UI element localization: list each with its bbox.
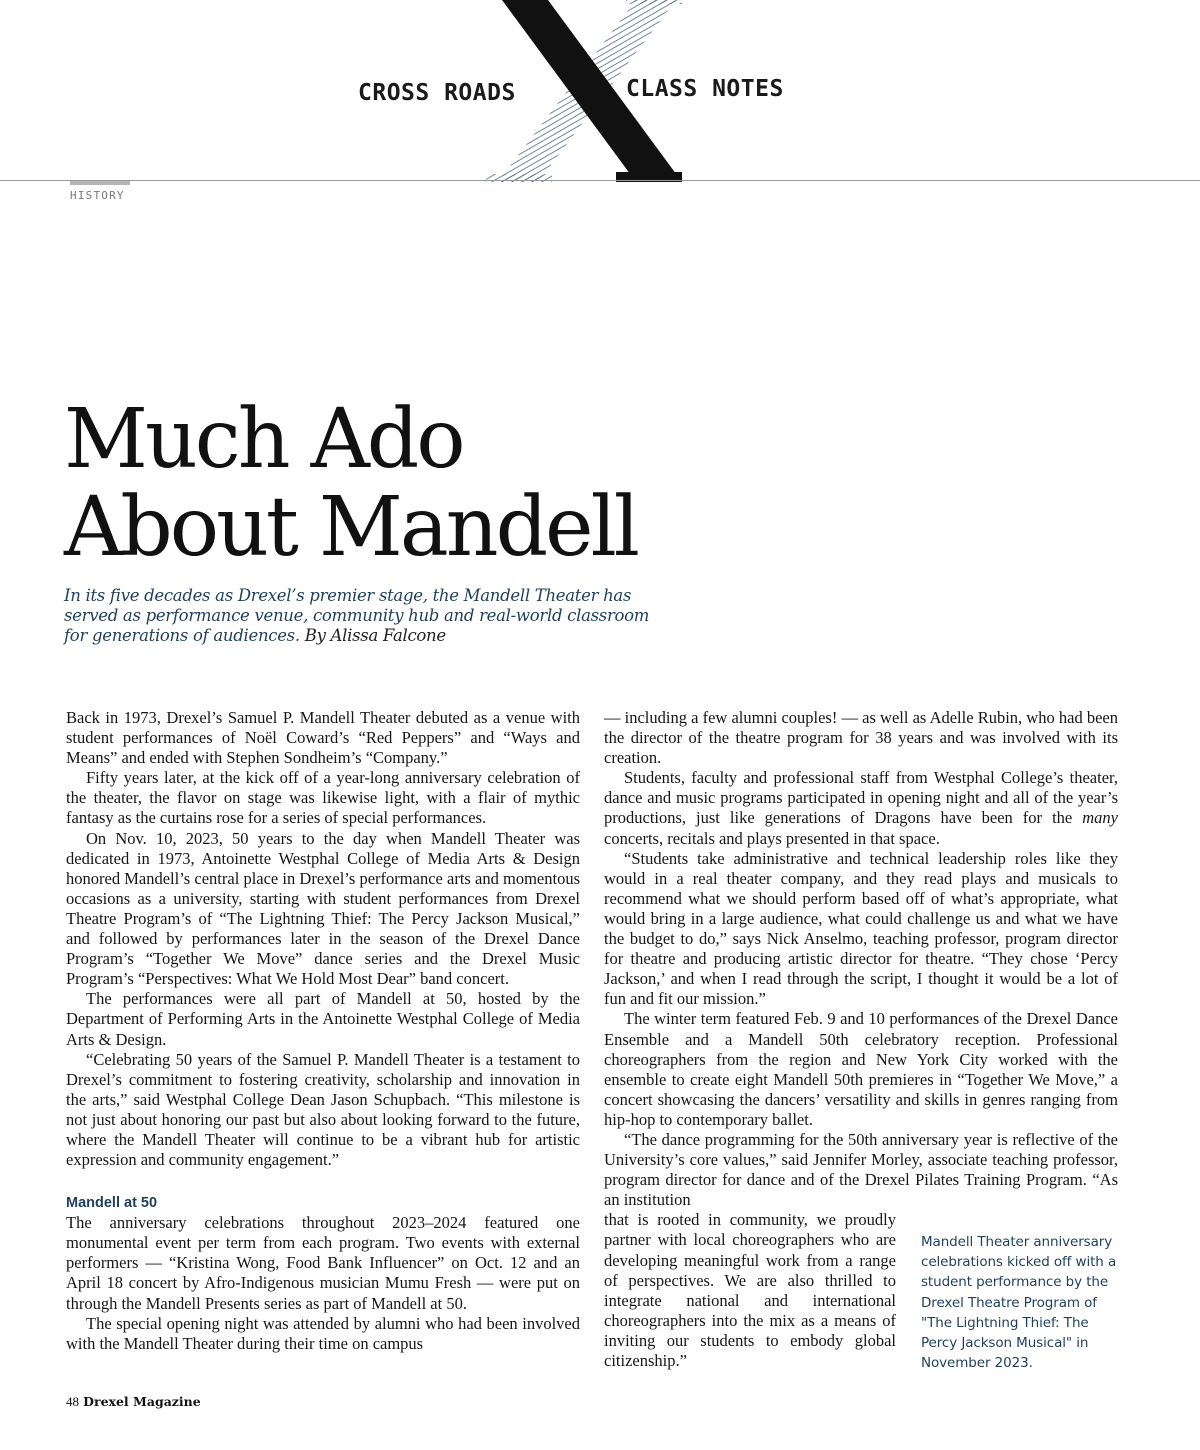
paragraph-text: Students, faculty and professional staff from Westphal College’s theater, dance and music programs participated in opening night and all of the year’s productions, just like generations of Dragons have been for the	[604, 768, 1118, 828]
header-rule	[0, 180, 1200, 181]
masthead	[0, 0, 1200, 202]
paragraph: “Celebrating 50 years of the Samuel P. Mandell Theater is a testament to Drexel’s commitment to fostering creativity, scholarship and innovation in the arts,” said Westphal College Dean Jason Schupbach. “This milestone is not just about honoring our past but also about looking forward to the future, where the Mandell Theater will continue to be a vibrant hub for artistic expression and community engagement.”	[66, 1049, 580, 1170]
section-tag: HISTORY	[70, 189, 125, 202]
paragraph	[604, 768, 1118, 848]
class-notes-label[interactable]: CLASS NOTES	[626, 76, 784, 102]
cross-roads-label[interactable]: CROSS ROADS	[358, 80, 516, 106]
paragraph: — including a few alumni couples! — as well as Adelle Rubin, who had been the director of the theatre program for 38 years and was involved with its creation.	[604, 708, 1118, 768]
paragraph: Back in 1973, Drexel’s Samuel P. Mandell Theater debuted as a venue with student performances of Noël Coward’s “Red Peppers” and “Ways and Means” and ended with Stephen Sondheim’s “Company.”	[66, 708, 580, 768]
paragraph: that is rooted in community, we proudly partner with local choreographers who are developing meaningful work from a range of perspectives. We are also thrilled to integrate national and international choreographers into the mix as a means of inviting our students to embody global citizenship.”	[604, 1210, 896, 1370]
photo-caption: Mandell Theater anniversary celebrations kicked off with a student performance by the Drexel Theatre Program of "The Lightning Thief: The Percy Jackson Musical" in November 2023.	[921, 1234, 1117, 1372]
folio	[66, 1394, 201, 1410]
paragraph: The anniversary celebrations throughout 2023–2024 featured one monumental event per term from each program. Two events with external performers — “Kristina Wong, Food Bank Influencer” on Oct. 12 and an April 18 concert by Afro-Indigenous musician Mumu Fresh — were put on through the Mandell Presents series as part of Mandell at 50.	[66, 1213, 580, 1313]
headline-line-1: Much Ado	[64, 392, 463, 487]
paragraph: “Students take administrative and technical leadership roles like they would in a real theater company, and they read plays and musicals to recommend what we should perform based off of what’s appropriate, what would bring in a large audience, what could challenge us and what we have the budget to do,” says Nick Anselmo, teaching professor, program director for theatre and producing artistic director for theatre. “They chose ‘Percy Jackson,’ and when I read through the script, I thought it would be a lot of fun and fit our mission.”	[604, 848, 1118, 1009]
paragraph: The winter term featured Feb. 9 and 10 performances of the Drexel Dance Ensemble and a Mandell 50th celebratory reception. Professional choreographers from the region and New York City worked with the ensemble to create eight Mandell 50th premieres in “Together We Move,” a concert showcasing the dancers’ versatility and skills in genres ranging from hip-hop to contemporary ballet.	[604, 1009, 1118, 1129]
emphasis: many	[1082, 808, 1118, 828]
section-tab-bar	[70, 181, 130, 185]
paragraph: On Nov. 10, 2023, 50 years to the day when Mandell Theater was dedicated in 1973, Antoinette Westphal College of Media Arts & Design honored Mandell’s central place in Drexel’s performance arts and momentous occasions as a university, starting with student performances from Drexel Theatre Program’s of “The Lightning Thief: The Percy Jackson Musical,” and followed by performances later in the season of the Drexel Dance Program’s “Together We Move” dance series and the Drexel Music Program’s “Perspectives: What We Hold Most Dear” band concert.	[66, 828, 580, 989]
byline: By Alissa Falcone	[304, 626, 446, 645]
paragraph: “The dance programming for the 50th anniversary year is reflective of the University’s core values,” said Jennifer Morley, associate teaching professor, program director for dance and of the Drexel Pilates Training Program. “As an institution	[604, 1129, 1118, 1210]
page-number: 48	[66, 1394, 79, 1409]
dek-text: In its five decades as Drexel’s premier stage, the Mandell Theater has served as performance venue, community hub and real-world classroom for generations of audiences.	[64, 586, 650, 645]
article-dek	[64, 586, 664, 646]
paragraph-text: concerts, recitals and plays presented in that space.	[604, 828, 940, 848]
headline-line-2: About Mandell	[64, 480, 638, 575]
paragraph: The special opening night was attended by alumni who had been involved with the Mandell Theater during their time on campus	[66, 1313, 580, 1353]
article-headline	[64, 392, 704, 575]
subhead: Mandell at 50	[66, 1195, 158, 1212]
publication-name: Drexel Magazine	[83, 1394, 201, 1409]
paragraph: Fifty years later, at the kick off of a year-long anniversary celebration of the theater, the flavor on stage was likewise light, with a flair of mythic fantasy as the curtains rose for a series of special performances.	[66, 768, 580, 828]
paragraph: The performances were all part of Mandell at 50, hosted by the Department of Performing Arts in the Antoinette Westphal College of Media Arts & Design.	[66, 989, 580, 1049]
body-column-1	[66, 708, 580, 1354]
